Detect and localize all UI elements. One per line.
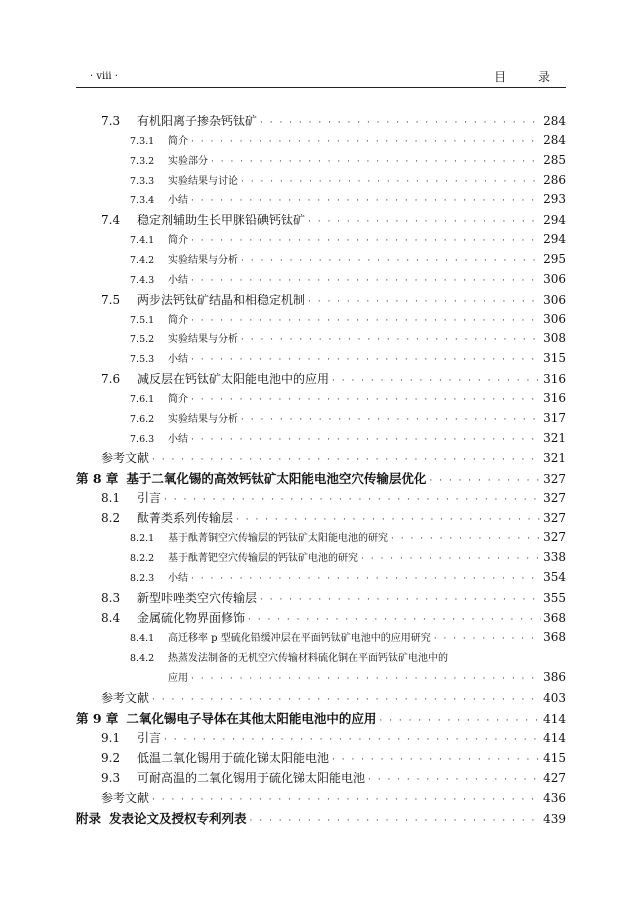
leader-dots <box>260 118 541 128</box>
leader-dots <box>391 534 541 544</box>
entry-page: 386 <box>543 669 566 684</box>
entry-number: 7.5 <box>101 292 121 307</box>
entry-page: 284 <box>543 133 566 147</box>
leader-dots <box>241 256 541 266</box>
entry-number: 7.3.1 <box>130 136 155 147</box>
page-number-label: · viii · <box>90 71 118 82</box>
entry-title: 新型咔唑类空穴传输层 <box>137 590 258 605</box>
toc-entry[interactable] <box>76 152 566 172</box>
entry-page: 321 <box>543 430 566 445</box>
toc-entry[interactable] <box>76 191 566 211</box>
leader-dots <box>191 276 541 286</box>
toc-entry[interactable] <box>76 231 566 251</box>
entry-title: 小结 <box>168 433 188 445</box>
entry-number: 8.2 <box>101 511 121 526</box>
entry-title: 高迁移率 p 型硫化铅缓冲层在平面钙钛矿电池中的应用研究 <box>168 632 431 644</box>
entry-number: 7.4.3 <box>130 274 155 286</box>
leader-dots <box>332 376 541 386</box>
entry-page: 338 <box>543 550 566 565</box>
toc-entry[interactable] <box>76 350 566 370</box>
entry-page: 308 <box>543 331 566 346</box>
entry-title: 简介 <box>168 393 188 405</box>
entry-number: 7.6.3 <box>130 433 155 445</box>
entry-page: 414 <box>543 730 566 745</box>
toc-entry[interactable] <box>76 789 566 809</box>
entry-title: 参考文献 <box>101 790 150 805</box>
section-label: 目 录 <box>494 70 564 84</box>
entry-title: 简介 <box>168 136 188 147</box>
entry-title: 实验结果与讨论 <box>168 175 238 187</box>
toc-chapter[interactable] <box>76 469 566 489</box>
entry-title: 实验结果与分析 <box>168 413 238 425</box>
leader-dots <box>241 335 541 345</box>
entry-title: 参考文献 <box>101 451 150 466</box>
entry-page: 368 <box>543 610 566 625</box>
entry-title: 实验结果与分析 <box>168 334 238 346</box>
entry-title: 小结 <box>168 354 188 366</box>
entry-page: 294 <box>543 232 566 247</box>
leader-dots <box>191 395 541 405</box>
toc-entry[interactable] <box>76 509 566 529</box>
entry-page: 415 <box>543 750 566 765</box>
leader-dots <box>191 574 541 584</box>
toc-chapter[interactable] <box>76 709 566 729</box>
entry-title: 低温二氧化锡用于硫化锑太阳能电池 <box>137 750 330 765</box>
entry-title: 基于酞菁铜空穴传输层的钙钛矿太阳能电池的研究 <box>168 533 388 545</box>
entry-number: 7.3.3 <box>130 175 155 187</box>
leader-dots <box>152 455 541 465</box>
entry-number: 8.3 <box>101 590 121 605</box>
leader-dots <box>368 775 541 785</box>
entry-title: 二氧化锡电子导体在其他太阳能电池中的应用 <box>126 710 377 726</box>
entry-number: 8.1 <box>101 491 121 506</box>
entry-title: 稳定剂辅助生长甲脒铅碘钙钛矿 <box>137 213 306 228</box>
entry-number: 7.3.2 <box>130 155 155 167</box>
entry-page: 317 <box>543 410 566 425</box>
toc-entry[interactable] <box>76 749 566 769</box>
entry-page: 295 <box>543 251 566 266</box>
leader-dots <box>164 735 541 745</box>
leader-dots <box>191 355 541 365</box>
entry-page: 316 <box>543 371 566 386</box>
header-rule <box>76 87 566 88</box>
entry-page: 294 <box>543 213 566 228</box>
toc-chapter[interactable] <box>76 809 566 829</box>
entry-title: 基于二氧化锡的高效钙钛矿太阳能电池空穴传输层优化 <box>126 471 427 487</box>
entry-number: 第 8 章 <box>76 471 119 487</box>
toc-entry[interactable] <box>76 769 566 789</box>
entry-number: 8.4 <box>101 610 121 625</box>
leader-dots <box>152 695 541 705</box>
entry-number: 7.4.1 <box>130 235 155 247</box>
leader-dots <box>191 236 541 246</box>
entry-page: 327 <box>543 511 566 526</box>
toc-entry[interactable] <box>76 449 566 469</box>
entry-number: 7.6.1 <box>130 393 155 405</box>
leader-dots <box>241 177 541 187</box>
entry-title: 简介 <box>168 314 188 326</box>
toc-entry[interactable] <box>76 112 566 132</box>
leader-dots <box>241 415 541 425</box>
entry-title: 基于酞菁钯空穴传输层的钙钛矿电池的研究 <box>168 553 358 565</box>
entry-title: 热蒸发法制备的无机空穴传输材料硫化铜在平面钙钛矿电池中的 <box>168 652 448 664</box>
entry-title: 酞菁类系列传输层 <box>137 511 234 526</box>
leader-dots <box>152 795 541 805</box>
leader-dots <box>164 495 541 505</box>
toc-entry[interactable] <box>76 569 566 589</box>
entry-title: 小结 <box>168 195 188 207</box>
entry-number: 7.5.3 <box>130 354 155 366</box>
entry-number: 8.4.2 <box>130 652 155 664</box>
toc-entry[interactable] <box>76 549 566 569</box>
entry-number: 7.3.4 <box>130 195 155 207</box>
entry-page: 427 <box>543 770 566 785</box>
entry-page: 306 <box>543 271 566 286</box>
entry-page: 306 <box>543 292 566 307</box>
entry-number: 8.2.2 <box>130 553 155 565</box>
leader-dots <box>191 674 541 684</box>
entry-number: 8.2.3 <box>130 572 155 584</box>
entry-page: 316 <box>543 390 566 405</box>
entry-number: 7.6 <box>101 371 121 386</box>
entry-title: 小结 <box>168 572 188 584</box>
leader-dots <box>248 615 541 625</box>
toc-entry[interactable] <box>76 271 566 291</box>
leader-dots <box>308 297 541 307</box>
toc-entry[interactable] <box>76 589 566 609</box>
entry-number: 7.5.1 <box>130 314 155 326</box>
toc-entry[interactable] <box>76 430 566 450</box>
toc-entry[interactable] <box>76 489 566 509</box>
entry-page: 285 <box>543 152 566 167</box>
toc-entry[interactable] <box>76 370 566 390</box>
entry-number: 7.4 <box>101 213 121 228</box>
entry-title: 引言 <box>137 491 162 506</box>
entry-page: 403 <box>543 690 566 705</box>
entry-number: 9.2 <box>101 750 121 765</box>
leader-dots <box>260 595 541 605</box>
toc-entry[interactable] <box>76 649 566 669</box>
toc-entry[interactable] <box>76 132 566 152</box>
entry-title: 可耐高温的二氧化锡用于硫化锑太阳能电池 <box>137 770 366 785</box>
entry-number: 7.4.2 <box>130 254 155 266</box>
entry-number: 第 9 章 <box>76 710 119 726</box>
page-header <box>76 68 566 86</box>
leader-dots <box>191 137 541 147</box>
leader-dots <box>191 316 541 326</box>
leader-dots <box>191 196 541 206</box>
entry-page: 327 <box>543 530 566 545</box>
leader-dots <box>379 716 541 726</box>
entry-number: 7.6.2 <box>130 413 155 425</box>
entry-page: 327 <box>543 491 566 506</box>
entry-page: 354 <box>543 569 566 584</box>
leader-dots <box>236 515 541 525</box>
entry-number: 9.1 <box>101 730 121 745</box>
toc-entry[interactable] <box>76 172 566 192</box>
toc-entry[interactable] <box>76 251 566 271</box>
toc-entry[interactable] <box>76 311 566 331</box>
toc-entry[interactable] <box>76 211 566 231</box>
entry-page: 368 <box>543 629 566 644</box>
toc-entry[interactable] <box>76 410 566 430</box>
entry-page: 315 <box>543 351 566 366</box>
entry-title: 实验结果与分析 <box>168 254 238 266</box>
entry-page: 286 <box>543 172 566 187</box>
table-of-contents <box>76 112 566 829</box>
leader-dots <box>308 217 541 227</box>
toc-entry[interactable] <box>76 390 566 410</box>
toc-entry[interactable] <box>76 629 566 649</box>
entry-title: 有机阳离子掺杂钙钛矿 <box>137 114 258 128</box>
entry-page: 284 <box>543 114 566 128</box>
leader-dots <box>191 435 541 445</box>
toc-entry[interactable] <box>76 291 566 311</box>
entry-title: 金属硫化物界面修饰 <box>137 610 246 625</box>
entry-number: 7.3 <box>101 114 121 128</box>
entry-title: 小结 <box>168 274 188 286</box>
entry-title: 发表论文及授权专利列表 <box>109 810 247 826</box>
entry-page: 293 <box>543 192 566 207</box>
toc-entry-continuation[interactable] <box>76 669 566 689</box>
entry-page: 321 <box>543 451 566 466</box>
toc-entry[interactable] <box>76 330 566 350</box>
entry-title: 两步法钙钛矿结晶和相稳定机制 <box>137 292 306 307</box>
toc-entry[interactable] <box>76 529 566 549</box>
leader-dots <box>250 816 542 826</box>
toc-entry[interactable] <box>76 729 566 749</box>
entry-title: 减反层在钙钛矿太阳能电池中的应用 <box>137 371 330 386</box>
leader-dots <box>361 554 541 564</box>
entry-number: 8.4.1 <box>130 632 155 644</box>
entry-number: 9.3 <box>101 770 121 785</box>
leader-dots <box>429 476 541 486</box>
leader-dots <box>434 634 541 644</box>
entry-title: 引言 <box>137 730 162 745</box>
entry-title: 简介 <box>168 235 188 247</box>
entry-page: 439 <box>543 811 566 826</box>
entry-number: 8.2.1 <box>130 533 155 545</box>
entry-page: 414 <box>543 711 566 726</box>
entry-number: 7.5.2 <box>130 334 155 346</box>
entry-title: 参考文献 <box>101 690 150 705</box>
leader-dots <box>211 157 541 167</box>
toc-entry[interactable] <box>76 609 566 629</box>
entry-page: 355 <box>543 590 566 605</box>
toc-entry[interactable] <box>76 689 566 709</box>
entry-page: 327 <box>543 472 566 487</box>
entry-title: 实验部分 <box>168 155 208 167</box>
entry-number: 附录 <box>76 810 102 826</box>
entry-page: 436 <box>543 790 566 805</box>
entry-title-continued: 应用 <box>168 672 188 684</box>
leader-dots <box>332 755 541 765</box>
entry-page: 306 <box>543 311 566 326</box>
